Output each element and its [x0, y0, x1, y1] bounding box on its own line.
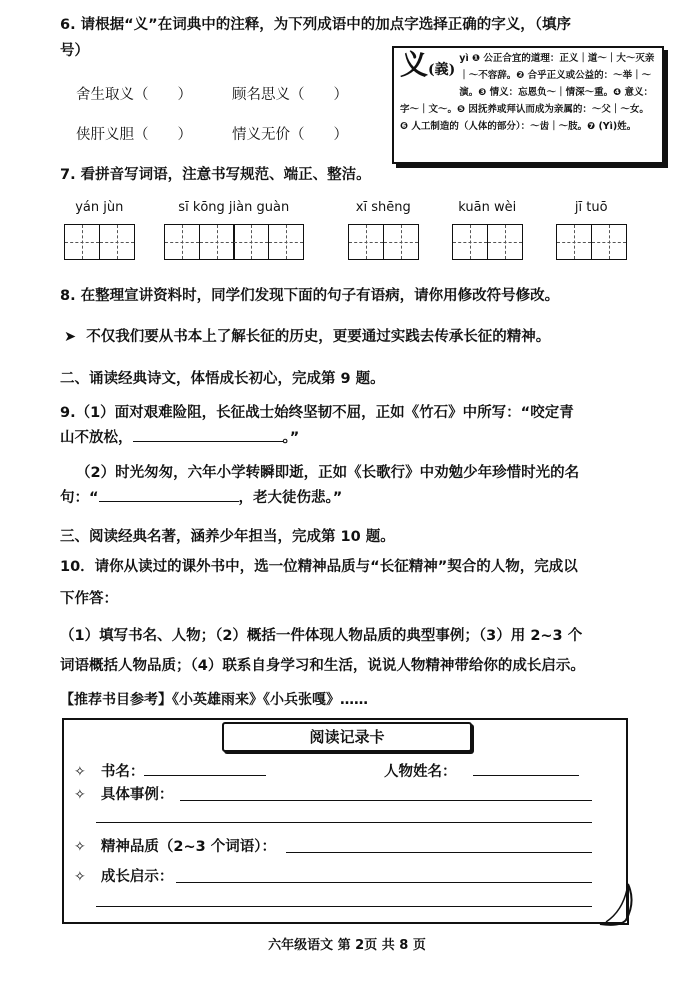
book-name-row: ✧ 书名： — [74, 760, 266, 783]
q9-answer-blank-1[interactable] — [133, 426, 283, 442]
pinyin-label: sī kōng jiàn guàn — [178, 200, 290, 215]
writing-cell[interactable] — [64, 224, 100, 260]
writing-cell[interactable] — [233, 224, 269, 260]
recommended-books: 【推荐书目参考】《小英雄雨来》《小兵张嘎》…… — [60, 692, 368, 708]
section-2-title: 二、诵读经典诗文，体悟成长初心，完成第 9 题。 — [60, 371, 385, 387]
writing-cell[interactable] — [487, 224, 523, 260]
q9-p1-line1: 9.（1）面对艰难险阻，长征战士始终坚韧不屈，正如《竹石》中所写：“咬定青 — [60, 405, 574, 421]
q10-line3: （1）填写书名、人物；（2）概括一件体现人物品质的典型事例；（3）用 2~3 个 — [60, 628, 583, 644]
idiom-1: 舍生取义（ ） — [76, 87, 192, 103]
writing-cell[interactable] — [591, 224, 627, 260]
writing-cell[interactable] — [452, 224, 488, 260]
example-field-line-2[interactable] — [96, 822, 592, 823]
writing-cell[interactable] — [99, 224, 135, 260]
q8-title: 8. 在整理宣讲资料时，同学们发现下面的句子有语病，请你用修改符号修改。 — [60, 288, 560, 304]
idiom-2: 顾名思义（ ） — [232, 87, 348, 103]
q6-line2: 号） — [60, 43, 89, 59]
example-field-line-1[interactable] — [180, 800, 592, 801]
pinyin-label: jī tuō — [574, 200, 608, 215]
example-row: ✧ 具体事例： — [74, 787, 174, 803]
writing-cell[interactable] — [556, 224, 592, 260]
pinyin-group-2 — [164, 200, 304, 260]
book-name-field[interactable] — [144, 760, 266, 776]
arrow-bullet-icon: ➤ — [64, 329, 77, 345]
pinyin-group-3 — [348, 200, 419, 260]
q9-p2-line2: 句：“ ，老大徒伤悲。” — [60, 486, 342, 509]
dictionary-entry-box — [392, 46, 664, 164]
diamond-bullet-icon: ✧ — [74, 839, 86, 855]
pinyin-label: yán jùn — [75, 200, 124, 215]
insight-field-line-2[interactable] — [96, 906, 592, 907]
writing-cell[interactable] — [164, 224, 200, 260]
diamond-bullet-icon: ✧ — [74, 787, 86, 803]
dictionary-definition: yì ❶ 公正合宜的道理：正义｜道～｜大～灭亲｜～不容辞。❷ 合乎正义或公益的：～举｜～演。❸ 情义：忘恩负～｜情深～重。❹ 意义：字～｜文～。❺ 因抚养或拜认而成为亲属的：～父｜～女。❻ 人工制造的（人体的部分）：～齿｜～肢。❼ (Yì)姓。 — [400, 53, 655, 132]
quality-field[interactable] — [286, 852, 592, 853]
page-footer: 六年级语文 第 2页 共 8 页 — [268, 938, 426, 953]
writing-cell[interactable] — [348, 224, 384, 260]
pinyin-label: kuān wèi — [458, 200, 517, 215]
idiom-4: 情义无价（ ） — [232, 127, 348, 143]
q9-answer-blank-2[interactable] — [99, 486, 239, 502]
pinyin-group-5 — [556, 200, 627, 260]
card-title: 阅读记录卡 — [222, 722, 472, 752]
q6-line1: 6. 请根据“义”在词典中的注释，为下列成语中的加点字选择正确的字义，（填序 — [60, 17, 571, 33]
person-name-row: 人物姓名： — [384, 760, 579, 783]
person-name-field[interactable] — [473, 760, 579, 776]
pinyin-group-4 — [452, 200, 523, 260]
q9-p1-line2: 山不放松， 。” — [60, 426, 299, 449]
q10-line2: 下作答： — [60, 591, 118, 607]
q8-sentence — [64, 326, 550, 348]
diamond-bullet-icon: ✧ — [74, 764, 86, 780]
pinyin-label: xī shēng — [355, 200, 411, 215]
writing-cell[interactable] — [383, 224, 419, 260]
pinyin-group-1 — [64, 200, 135, 260]
writing-cell[interactable] — [268, 224, 304, 260]
insight-row: ✧ 成长启示： — [74, 869, 174, 885]
page-curl-icon — [598, 880, 638, 928]
quality-row: ✧ 精神品质（2~3 个词语）： — [74, 839, 277, 855]
q10-line1: 10．请你从读过的课外书中，选一位精神品质与“长征精神”契合的人物，完成以 — [60, 559, 578, 575]
diamond-bullet-icon: ✧ — [74, 869, 86, 885]
q10-line4: 词语概括人物品质；（4）联系自身学习和生活，说说人物精神带给你的成长启示。 — [60, 658, 585, 674]
section-3-title: 三、阅读经典名著，涵养少年担当，完成第 10 题。 — [60, 529, 395, 545]
q7-title: 7. 看拼音写词语，注意书写规范、端正、整洁。 — [60, 167, 371, 183]
q9-p2-line1: （2）时光匆匆，六年小学转瞬即逝，正如《长歌行》中劝勉少年珍惜时光的名 — [76, 465, 580, 481]
q8-sentence-text: 不仅我们要从书本上了解长征的历史，更要通过实践去传承长征的精神。 — [86, 329, 551, 345]
dictionary-headword: 义(義) — [400, 48, 456, 81]
insight-field-line-1[interactable] — [176, 882, 592, 883]
idiom-3: 侠肝义胆（ ） — [76, 127, 192, 143]
writing-cell[interactable] — [199, 224, 235, 260]
